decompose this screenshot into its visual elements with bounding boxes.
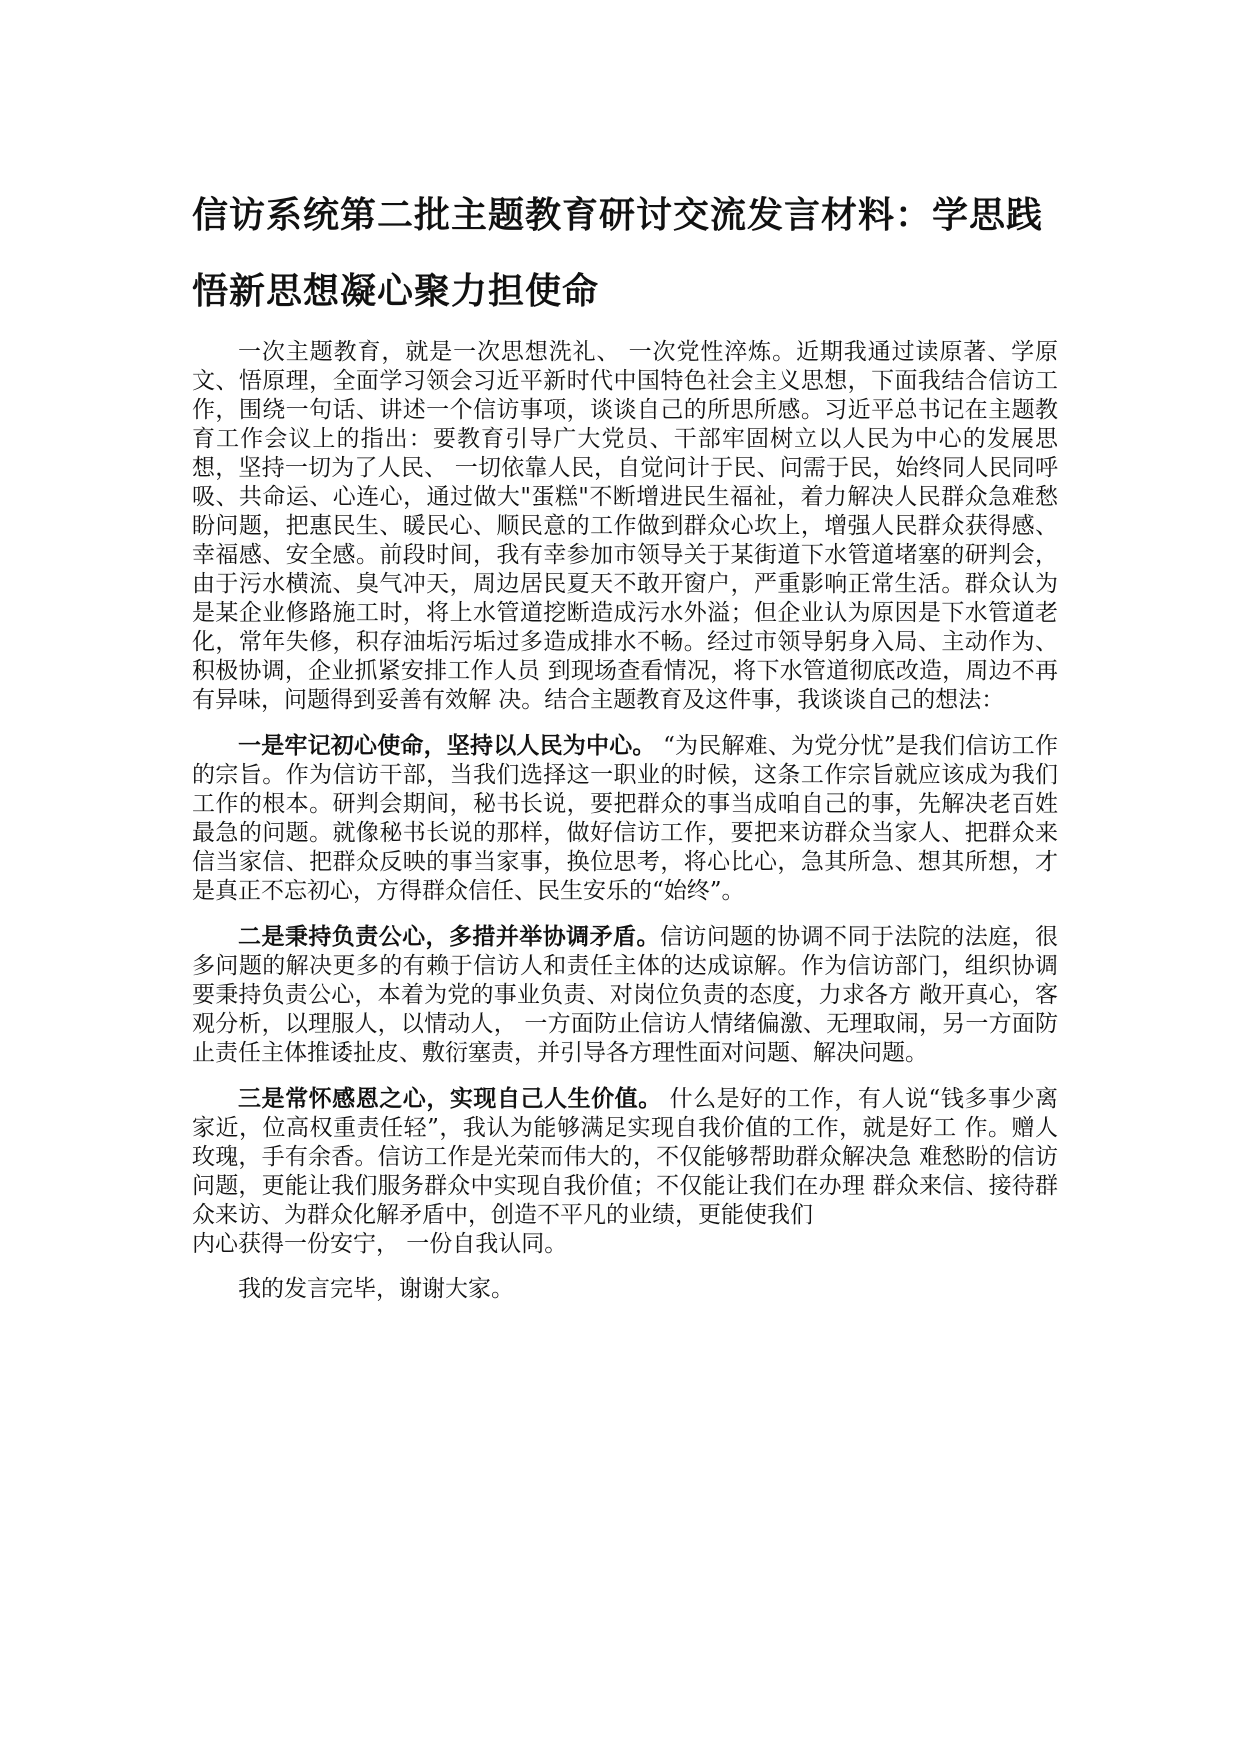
document-title: 信访系统第二批主题教育研讨交流发言材料：学思践悟新思想凝心聚力担使命 bbox=[192, 195, 1044, 312]
point-one-heading: 一是牢记初心使命，坚持以人民为中心。 bbox=[238, 732, 656, 759]
point-two-paragraph bbox=[192, 922, 1058, 1068]
point-three-heading: 三是常怀感恩之心，实现自己人生价值。 bbox=[238, 1085, 662, 1112]
point-one-body: “为民解难、为党分忧”是我们信访工作的宗旨。作为信访干部，当我们选择这一职业的时候，这条工作宗旨就应该成为我们工作的根本。研判会期间，秘书长说，要把群众的事当成咱自己的事，先解决老百姓最急的问题。就像秘书长说的那样，做好信访工作，要把来访群众当家人、把群众来信当家信、把群众反映的事当家事，换位思考，将心比心，急其所急、想其所想，才是真正不忘初心，方得群众信任、民生安乐的“始终”。 bbox=[192, 733, 1059, 904]
continuation-line: 内心获得一份安宁， 一份自我认同。 bbox=[192, 1231, 568, 1257]
closing-paragraph: 我的发言完毕，谢谢大家。 bbox=[238, 1276, 514, 1302]
document-body bbox=[192, 178, 1058, 1320]
intro-paragraph: 一次主题教育，就是一次思想洗礼、 一次党性淬炼。近期我通过读原著、学原文、悟原理，全面学习领会习近平新时代中国特色社会主义思想，下面我结合信访工作，围绕一句话、讲述一个信访事项，谈谈自己的所思所感。习近平总书记在主题教育工作会议上的指出：要教育引导广大党员、干部牢固树立以人民为中心的发展思想，坚持一切为了人民、 一切依靠人民，自觉问计于民、问需于民，始终同人民同呼吸、共命运、心连心，通过做大"蛋糕"不断增进民生福祉，着力解决人民群众急难愁盼问题，把惠民生、暖民心、顺民意的工作做到群众心坎上，增强人民群众获得感、幸福感、安全感。前段时间，我有幸参加市领导关于某街道下水管道堵塞的研判会，由于污水横流、臭气冲天，周边居民夏天不敢开窗户，严重影响正常生活。群众认为是某企业修路施工时，将上水管道挖断造成污水外溢；但企业认为原因是下水管道老化，常年失修，积存油垢污垢过多造成排水不畅。经过市领导躬身入局、主动作为、积极协调，企业抓紧安排工作人员 到现场查看情况，将下水管道彻底改造，周边不再有异味，问题得到妥善有效解 决。结合主题教育及这件事，我谈谈自己的想法： bbox=[192, 339, 1058, 713]
point-two-heading: 二是秉持负责公心，多措并举协调矛盾。 bbox=[238, 923, 660, 950]
point-one-paragraph bbox=[192, 731, 1058, 906]
point-two-body: 信访问题的协调不同于法院的法庭，很多问题的解决更多的有赖于信访人和责任主体的达成谅解。作为信访部门，组织协调要秉持负责公心，本着为党的事业负责、对岗位负责的态度，力求各方 敞开真心，客观分析，以理服人，以情动人， 一方面防止信访人情绪偏激、无理取闹，另一方面防止责任主体推诿扯皮、敷衍塞责，并引导各方理性面对问题、解决问题。 bbox=[192, 924, 1059, 1066]
point-three-body: 什么是好的工作，有人说“钱多事少离家近，位高权重责任轻”，我认为能够满足实现自我价值的工作，就是好工 作。赠人玫瑰，手有余香。信访工作是光荣而伟大的，不仅能够帮助群众解决急 难愁盼的信访问题，更能让我们服务群众中实现自我价值；不仅能让我们在办理 群众来信、接待群众来访、为群众化解矛盾中，创造不平凡的业绩，更能使我们 bbox=[192, 1086, 1058, 1228]
point-three-paragraph bbox=[192, 1084, 1058, 1230]
